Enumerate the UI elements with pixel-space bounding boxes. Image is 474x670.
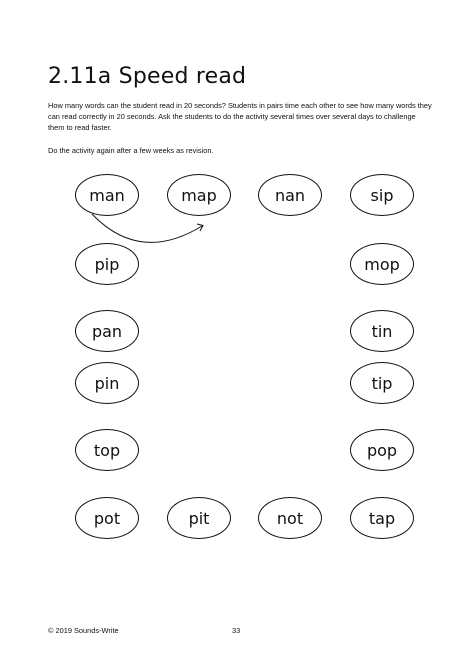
copyright-notice: © 2019 Sounds-Write <box>48 626 119 635</box>
word-bubble-pan[interactable]: pan <box>75 310 139 352</box>
page-title: 2.11a Speed read <box>48 64 247 89</box>
word-bubble-tip[interactable]: tip <box>350 362 414 404</box>
word-bubble-nan[interactable]: nan <box>258 174 322 216</box>
word-bubble-pin[interactable]: pin <box>75 362 139 404</box>
word-bubble-map[interactable]: map <box>167 174 231 216</box>
word-bubble-pot[interactable]: pot <box>75 497 139 539</box>
word-bubble-mop[interactable]: mop <box>350 243 414 285</box>
word-bubble-sip[interactable]: sip <box>350 174 414 216</box>
word-bubble-pop[interactable]: pop <box>350 429 414 471</box>
word-bubble-tap[interactable]: tap <box>350 497 414 539</box>
word-bubble-pit[interactable]: pit <box>167 497 231 539</box>
word-bubble-man[interactable]: man <box>75 174 139 216</box>
word-bubble-not[interactable]: not <box>258 497 322 539</box>
word-bubble-top[interactable]: top <box>75 429 139 471</box>
instructions-paragraph: How many words can the student read in 20 seconds? Students in pairs time each other to see how many words they can read correctly in 20 seconds. Ask the students to do the activity several times over several days to challenge them to read faster. <box>48 101 432 132</box>
page-number: 33 <box>232 626 241 635</box>
word-bubble-tin[interactable]: tin <box>350 310 414 352</box>
revision-note: Do the activity again after a few weeks as revision. <box>48 146 214 155</box>
word-bubble-pip[interactable]: pip <box>75 243 139 285</box>
